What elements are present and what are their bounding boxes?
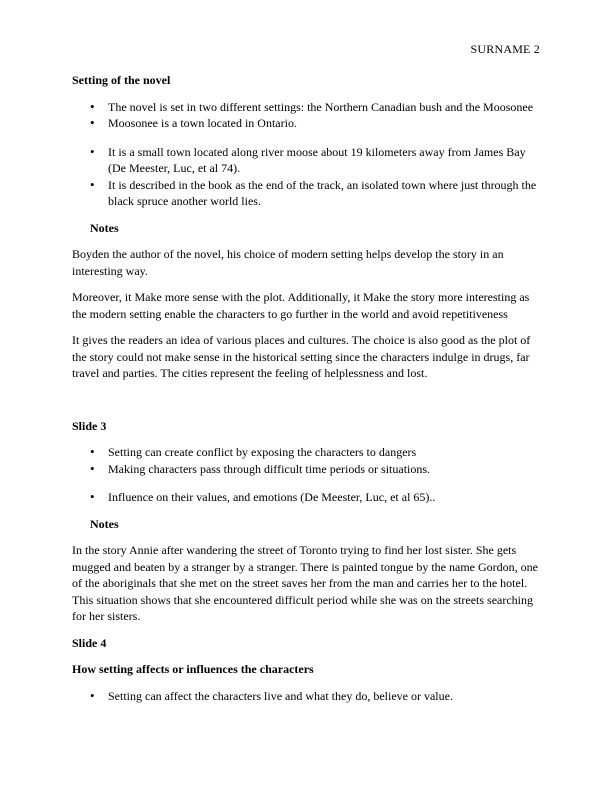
paragraph: In the story Annie after wandering the street of Toronto trying to find her lost sister. She gets mugged and beaten by a stranger by a stranger. There is painted tongue by the name Gordon, one of the aboriginals that she met on the street saves her from the man and carries her to the hotel. This situation shows that she encountered difficult period while she was on the streets searching for her sisters. xyxy=(72,543,538,623)
bullet-list-slide3-a xyxy=(72,444,542,477)
bullet-list-setting-b xyxy=(72,144,542,210)
section-heading-setting: Setting of the novel xyxy=(72,73,171,87)
slide-4-subheading: How setting affects or influences the characters xyxy=(72,662,314,676)
paragraph: Moreover, it Make more sense with the plot. Additionally, it Make the story more interesting as the modern setting enable the characters to go further in the world and avoid repetitiveness xyxy=(72,290,530,321)
list-item: • It is a small town located along river moose about 19 kilometers away from James Bay (De Meester, Luc, et al 74). xyxy=(72,144,542,177)
list-item: • Moosonee is a town located in Ontario. xyxy=(72,115,542,132)
bullet-list-setting-a xyxy=(72,99,542,132)
paragraph: It gives the readers an idea of various places and cultures. The choice is also good as the plot of the story could not make sense in the historical setting since the characters indulge in drugs, far travel and parties. The cities represent the feeling of helplessness and lost. xyxy=(72,333,531,380)
page-content xyxy=(72,72,542,704)
list-item: • Setting can affect the characters live and what they do, believe or value. xyxy=(72,688,542,705)
bullet-list-slide3-b xyxy=(72,489,542,506)
notes-label: Notes xyxy=(90,516,119,531)
slide-4-heading: Slide 4 xyxy=(72,635,107,650)
running-head: SURNAME 2 xyxy=(470,42,540,56)
paragraph: Boyden the author of the novel, his choice of modern setting helps develop the story in an interesting way. xyxy=(72,247,504,278)
list-item: • The novel is set in two different settings: the Northern Canadian bush and the Moosonee xyxy=(72,99,542,116)
slide-3-heading: Slide 3 xyxy=(72,418,107,433)
list-item: • It is described in the book as the end of the track, an isolated town where just through the black spruce another world lies. xyxy=(72,177,542,210)
notes-label: Notes xyxy=(90,220,119,235)
list-item: • Making characters pass through difficult time periods or situations. xyxy=(72,461,542,478)
bullet-list-slide4 xyxy=(72,688,542,705)
list-item: • Setting can create conflict by exposing the characters to dangers xyxy=(72,444,542,461)
list-item: • Influence on their values, and emotions (De Meester, Luc, et al 65).. xyxy=(72,489,542,506)
